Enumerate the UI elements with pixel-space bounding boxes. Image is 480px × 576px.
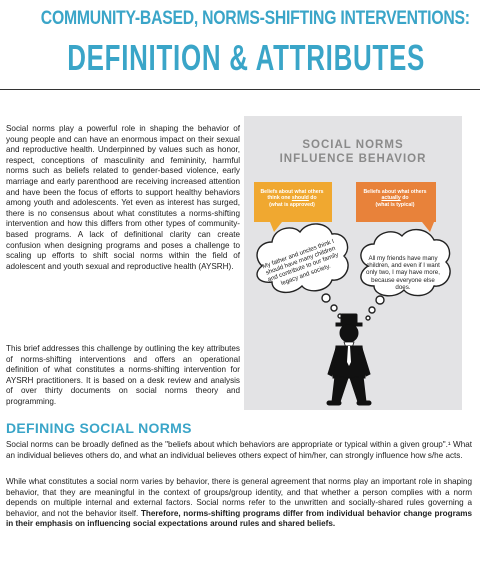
title-divider — [0, 89, 480, 90]
intro-paragraph-1: Social norms play a powerful role in shaping the behavior of young people and can have an enormous impact on their sexual and reproductive health. Underpinned by values such as honor, respect, conceptions of masculinity and femininity, harmful norms such as beliefs related to gender-based violence, early marriage and early parenthood are receiving increased attention and have been the focus of efforts to support healthy behaviors among youth and adolescents. Yet even as interest has surged, there is no consensus about what constitutes a norms-shifting intervention and how this differs from other types of community-based programs. A lack of definitional clarity can create confusion when designing programs and poses a challenge to scaling up efforts to shift social norms within the field of adolescent and youth sexual and reproductive health (AYSRH). — [6, 124, 240, 271]
infographic-title — [244, 138, 462, 166]
typical-norm-callout-text — [358, 189, 432, 208]
section-heading: DEFINING SOCIAL NORMS — [6, 420, 192, 436]
section-paragraph-1: Social norms can be broadly defined as the "beliefs about which behaviors are appropriate or typical within a given group".¹ What an individual believes others do, and what an individual believes others expect of him/her, can strongly influence how s/he acts. — [6, 440, 472, 460]
approved-callout-emphasis: should — [291, 195, 309, 202]
right-cloud-text: All my friends have many children, and even if I want only two, I may have more, because everyone else does. — [366, 255, 440, 291]
approved-callout-post: do — [308, 195, 317, 202]
typical-callout-post: do — [400, 195, 409, 202]
approved-callout-line-1: Beliefs about what others — [260, 189, 324, 195]
section-paragraph-2-bold: Therefore, norms-shifting programs differ from individual behavior change programs in their emphasis on influencing social expectations around rules and shared beliefs. — [6, 508, 472, 529]
person-figure — [327, 314, 371, 405]
approved-callout-line-3: (what is approved) — [269, 201, 315, 208]
section-paragraph-2-text: While what constitutes a social norm varies by behavior, there is general agreement that norms play an important role in shaping behavior, that they are meaningful in the context of groups/group identity, and that whether a person complies with a norm depends on multiple internal and external factors. Social norms refer to the unwritten and socially-shared rules governing a behavior, and not the behavior itself. — [6, 477, 472, 518]
typical-callout-line-1: Beliefs about what others — [363, 189, 427, 195]
approved-norm-callout-text — [256, 189, 328, 208]
section-paragraph-2 — [6, 477, 472, 530]
document-title-line-1: COMMUNITY-BASED, NORMS-SHIFTING INTERVENTIONS: — [40, 8, 470, 29]
approved-callout-pre: think one — [267, 195, 292, 202]
left-cloud-text: My father and uncles think I should have many children and contribute to our family legacy and society. — [261, 237, 340, 287]
document-title-line-2: DEFINITION & ATTRIBUTES — [67, 37, 426, 78]
infographic-title-line-2: INFLUENCE BEHAVIOR — [279, 153, 427, 165]
typical-callout-line-3: (what is typical) — [375, 201, 415, 208]
infographic-title-line-1: SOCIAL NORMS — [302, 139, 404, 151]
intro-paragraph-2: This brief addresses this challenge by outlining the key attributes of norms-shifting interventions and offers an operational definition of what constitutes a norms-shifting intervention for AYSRH practitioners. It is based on a desk review and analysis of over thirty documents on social norms theory and programming. — [6, 344, 240, 406]
typical-callout-emphasis: actually — [381, 195, 401, 202]
